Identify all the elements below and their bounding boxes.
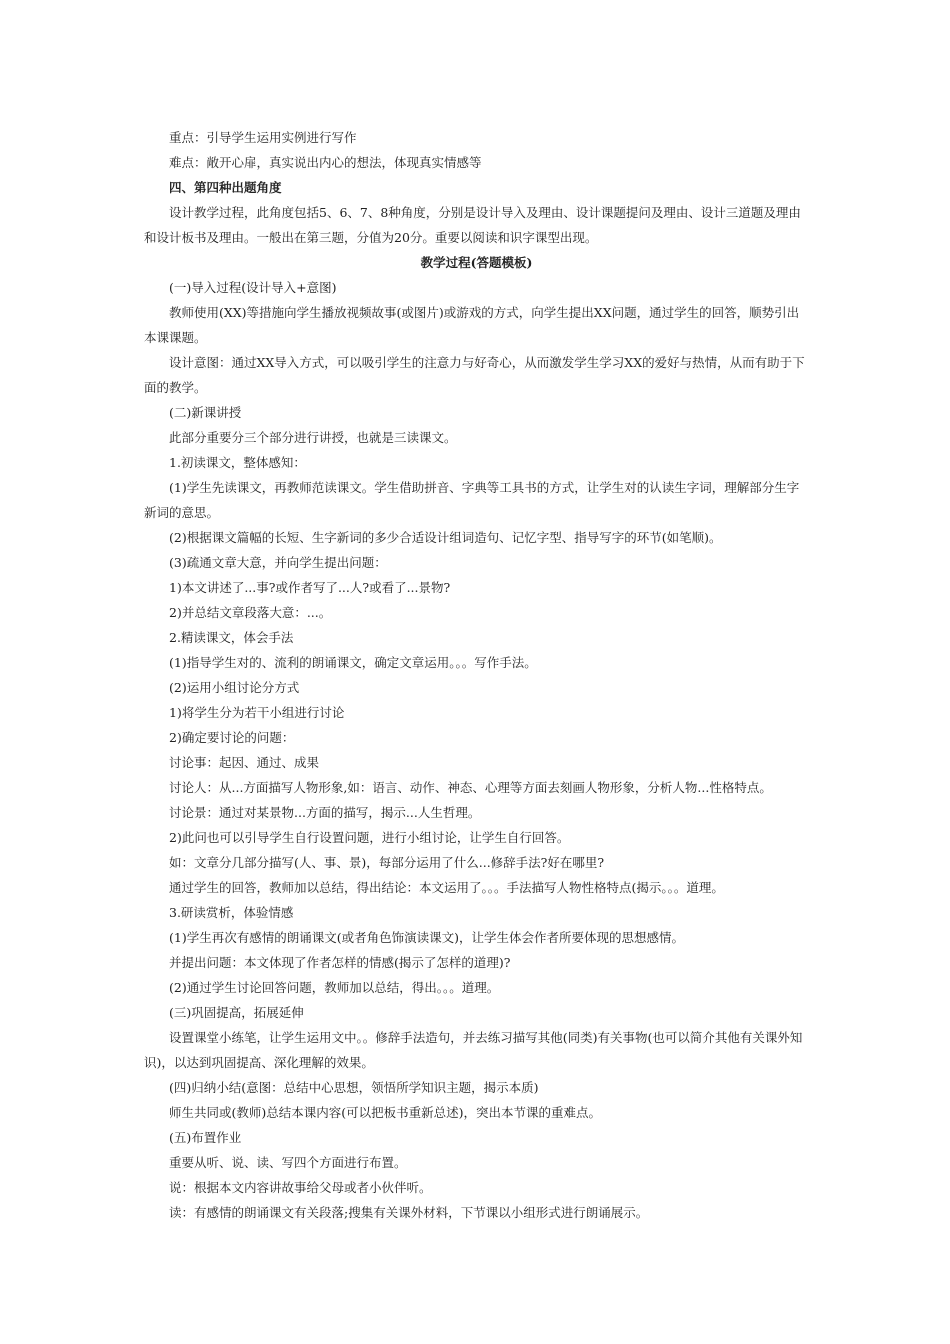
paragraph: 读：有感情的朗诵课文有关段落;搜集有关课外材料，下节课以小组形式进行朗诵展示。 xyxy=(169,1205,649,1220)
paragraph: 重点：引导学生运用实例进行写作 xyxy=(169,130,357,145)
paragraph: 重要从听、说、读、写四个方面进行布置。 xyxy=(169,1155,407,1170)
paragraph: 如：文章分几部分描写(人、事、景)，每部分运用了什么...修辞手法?好在哪里? xyxy=(169,855,605,870)
paragraph: 1.初读课文，整体感知： xyxy=(169,455,306,470)
paragraph: 2)确定要讨论的问题： xyxy=(169,730,295,745)
paragraph: 3.研读赏析，体验情感 xyxy=(169,905,294,920)
paragraph: 2.精读课文，体会手法 xyxy=(169,630,294,645)
paragraph: (五)布置作业 xyxy=(169,1130,242,1145)
paragraph: (三)巩固提高，拓展延伸 xyxy=(169,1005,304,1020)
paragraph: (3)疏通文章大意，并向学生提出问题： xyxy=(169,555,387,570)
paragraph: (1)指导学生对的、流利的朗诵课文，确定文章运用。。。写作手法。 xyxy=(169,655,537,670)
paragraph: 通过学生的回答，教师加以总结，得出结论：本文运用了。。。手法描写人物性格特点(揭示。。。道理。 xyxy=(169,880,724,895)
paragraph: (2)通过学生讨论回答问题，教师加以总结，得出。。。道理。 xyxy=(169,980,500,995)
paragraph: (2)根据课文篇幅的长短、生字新词的多少合适设计组词造句、记忆字型、指导写字的环节(如笔顺)。 xyxy=(169,530,722,545)
paragraph: (2)运用小组讨论分方式 xyxy=(169,680,300,695)
paragraph: (四)归纳小结(意图：总结中心思想，领悟所学知识主题，揭示本质) xyxy=(169,1080,539,1095)
paragraph: 难点：敞开心扉，真实说出内心的想法，体现真实情感等 xyxy=(169,155,482,170)
section-heading: 四、第四种出题角度 xyxy=(169,180,282,195)
paragraph: 并提出问题：本文体现了作者怎样的情感(揭示了怎样的道理)? xyxy=(169,955,511,970)
paragraph: 设计意图：通过XX导入方式，可以吸引学生的注意力与好奇心，从而激发学生学习XX的爱好与热情，从而有助于下面的教学。 xyxy=(144,355,805,395)
section-title: 教学过程(答题模板) xyxy=(420,255,533,270)
paragraph: 2)此问也可以引导学生自行设置问题，进行小组讨论，让学生自行回答。 xyxy=(169,830,570,845)
paragraph: 教师使用(XX)等措施向学生播放视频故事(或图片)或游戏的方式，向学生提出XX问题，通过学生的回答，顺势引出本课课题。 xyxy=(144,305,800,345)
paragraph: 1)本文讲述了...事?或作者写了...人?或看了...景物? xyxy=(169,580,451,595)
paragraph: 师生共同或(教师)总结本课内容(可以把板书重新总述)，突出本节课的重难点。 xyxy=(169,1105,602,1120)
paragraph: 讨论事：起因、通过、成果 xyxy=(169,755,320,770)
paragraph: (二)新课讲授 xyxy=(169,405,242,420)
paragraph: 1)将学生分为若干小组进行讨论 xyxy=(169,705,345,720)
paragraph: 说：根据本文内容讲故事给父母或者小伙伴听。 xyxy=(169,1180,432,1195)
paragraph: (1)学生先读课文，再教师范读课文。学生借助拼音、字典等工具书的方式，让学生对的认读生字词，理解部分生字新词的意思。 xyxy=(144,480,800,520)
paragraph: 此部分重要分三个部分进行讲授，也就是三读课文。 xyxy=(169,430,457,445)
document-body xyxy=(144,125,809,1225)
paragraph: 2)并总结文章段落大意：...。 xyxy=(169,605,332,620)
paragraph: 讨论景：通过对某景物...方面的描写，揭示...人生哲理。 xyxy=(169,805,481,820)
paragraph: 设置课堂小练笔，让学生运用文中。。修辞手法造句，并去练习描写其他(同类)有关事物(也可以简介其他有关课外知识)，以达到巩固提高、深化理解的效果。 xyxy=(144,1030,803,1070)
paragraph: (1)学生再次有感情的朗诵课文(或者角色饰演读课文)，让学生体会作者所要体现的思想感情。 xyxy=(169,930,684,945)
paragraph: (一)导入过程(设计导入+意图) xyxy=(169,280,337,295)
paragraph: 讨论人：从...方面描写人物形象,如：语言、动作、神态、心理等方面去刻画人物形象，分析人物...性格特点。 xyxy=(169,780,772,795)
paragraph: 设计教学过程，此角度包括5、6、7、8种角度，分别是设计导入及理由、设计课题提问及理由、设计三道题及理由和设计板书及理由。一般出在第三题，分值为20分。重要以阅读和识字课型出现。 xyxy=(144,205,801,245)
